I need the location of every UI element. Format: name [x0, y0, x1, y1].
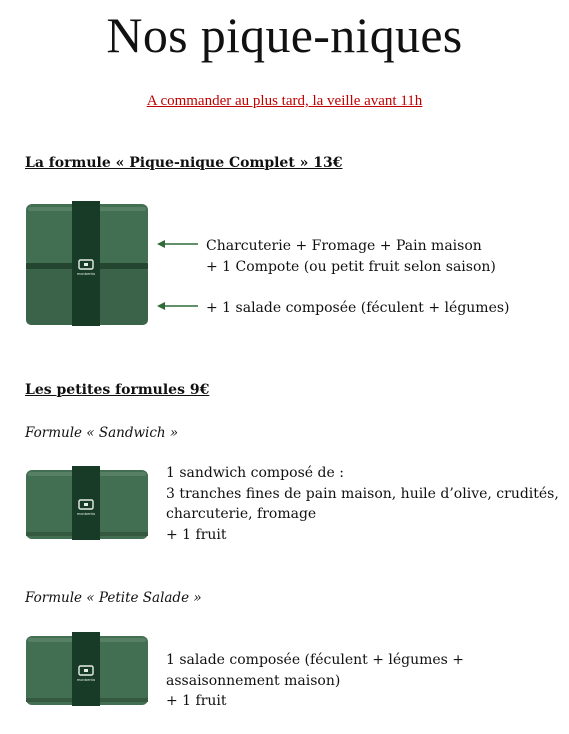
sandwich-line: 1 sandwich composé de : — [166, 465, 344, 481]
brand-logo-text: monbento — [76, 272, 96, 276]
brand-logo-text: monbento — [76, 512, 96, 516]
salade-line: assaisonnement maison) — [166, 672, 341, 689]
sandwich-line: 3 tranches fines de pain maison, huile d’olive, crudités, — [166, 485, 559, 502]
complet-line: + 1 Compote (ou petit fruit selon saison) — [206, 258, 496, 275]
lunchbox-single-image — [25, 466, 149, 540]
brand-logo-text: monbento — [76, 678, 96, 682]
lunchbox-single-image — [25, 632, 149, 706]
complet-line: Charcuterie + Fromage + Pain maison — [206, 238, 482, 254]
complet-heading: La formule « Pique-nique Complet » 13€ — [25, 155, 343, 171]
sandwich-line: charcuterie, fromage — [166, 506, 317, 522]
page-title: Nos pique-niques — [106, 7, 463, 63]
sandwich-content — [166, 463, 559, 545]
arrow-left-icon — [156, 300, 200, 312]
lunchbox-double-image — [25, 201, 149, 326]
sandwich-subheading: Formule « Sandwich » — [25, 425, 179, 441]
order-deadline-notice: A commander au plus tard, la veille avant 11h — [146, 93, 423, 109]
salade-line: + 1 fruit — [166, 693, 227, 709]
sandwich-line: + 1 fruit — [166, 526, 227, 543]
complet-top-content — [206, 236, 496, 277]
petites-heading: Les petites formules 9€ — [25, 382, 210, 398]
complet-bottom-content: + 1 salade composée (féculent + légumes) — [206, 300, 510, 316]
salade-content — [166, 650, 464, 712]
salade-subheading: Formule « Petite Salade » — [25, 590, 202, 606]
arrow-left-icon — [156, 238, 200, 250]
salade-line: 1 salade composée (féculent + légumes + — [166, 652, 465, 668]
